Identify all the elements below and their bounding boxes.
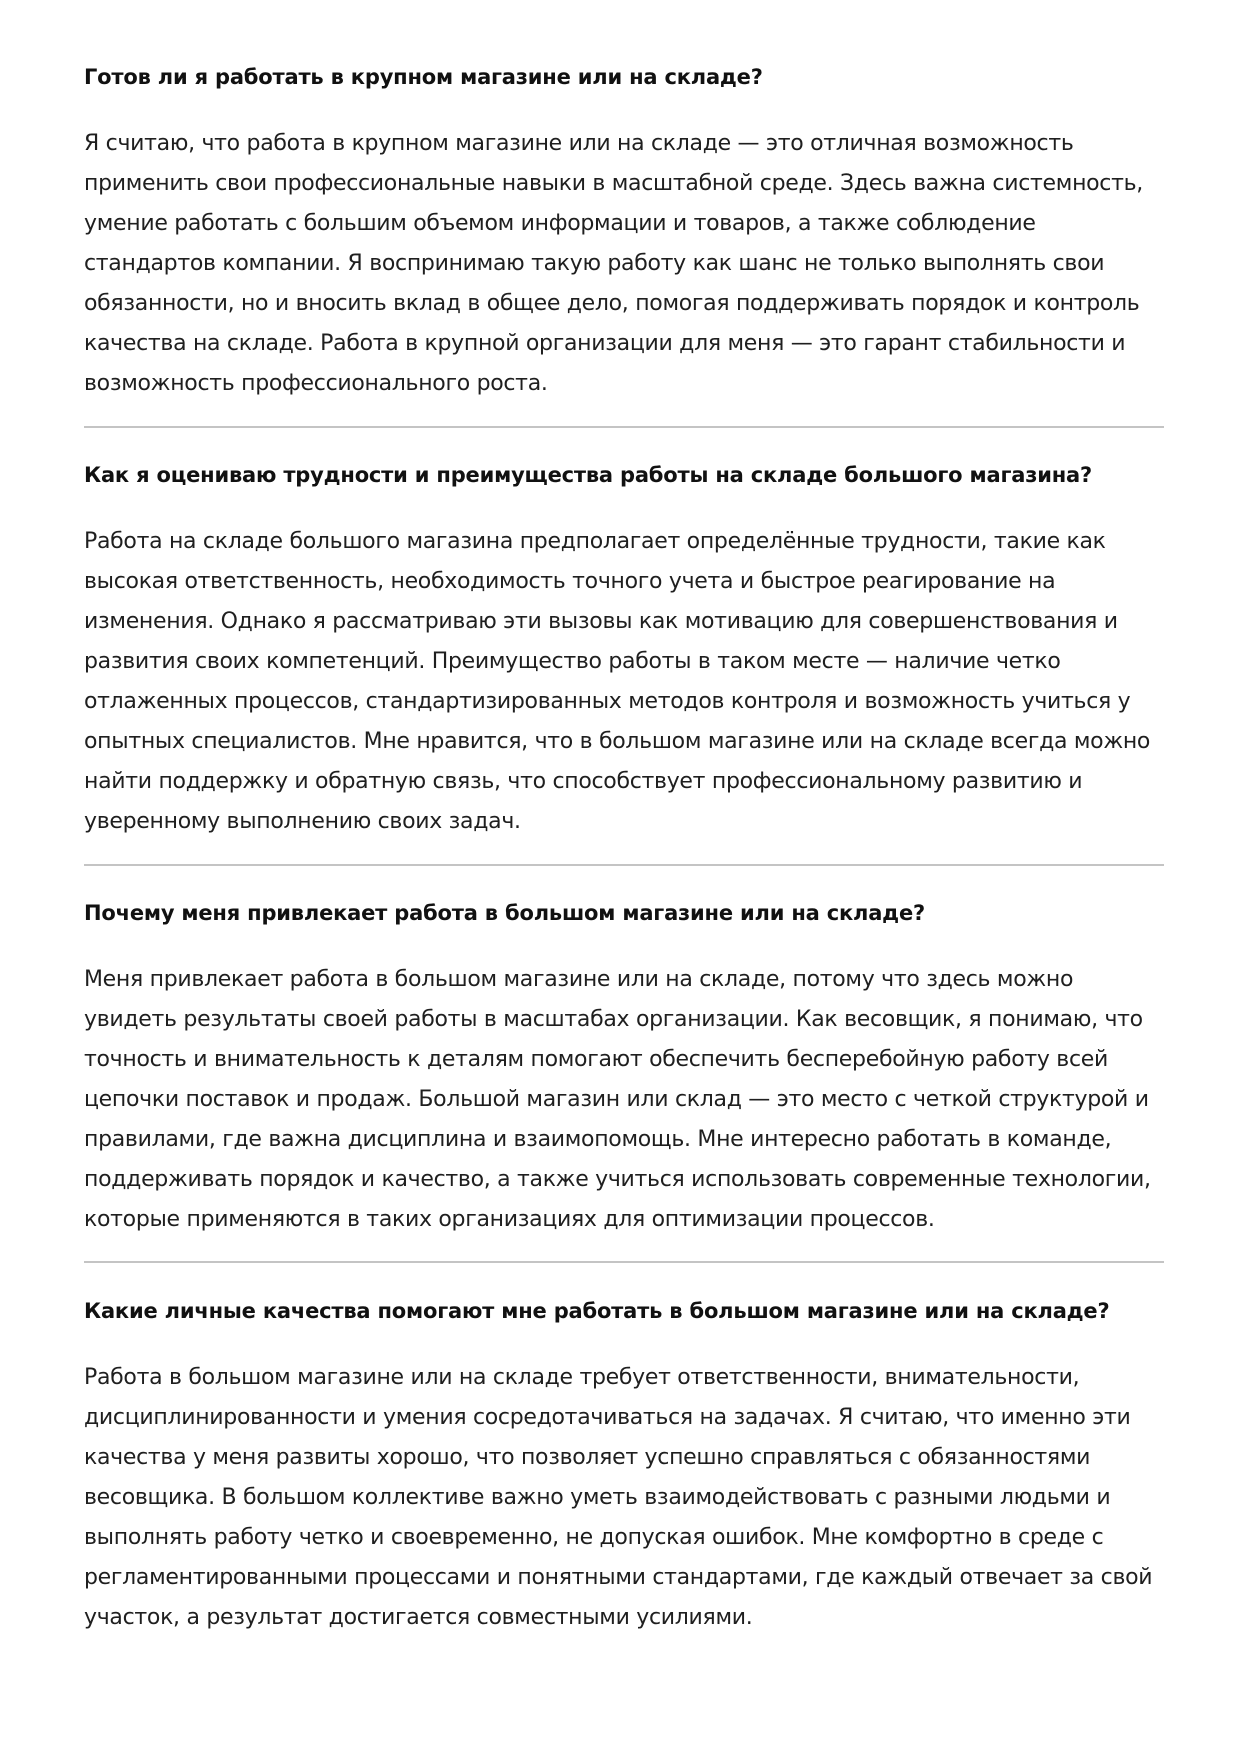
section-ready-to-work xyxy=(84,62,1164,404)
section-body: Работа в большом магазине или на складе требует ответственности, внимательности, дисциплинированности и умения сосредотачиваться на задачах. Я считаю, что именно эти качества у меня развиты хорошо, что позволяет успешно справляться с обязанностями весовщика. В большом коллективе важно уметь взаимодействовать с разными людьми и выполнять работу четко и своевременно, не допуская ошибок. Мне комфортно в среде с регламентированными процессами и понятными стандартами, где каждый отвечает за свой участок, а результат достигается совместными усилиями. xyxy=(84,1365,1153,1630)
section-difficulties-advantages xyxy=(84,460,1164,842)
section-why-attracted xyxy=(84,898,1164,1240)
section-body: Я считаю, что работа в крупном магазине или на складе — это отличная возможность применить свои профессиональные навыки в масштабной среде. Здесь важна системность, умение работать с большим объемом информации и товаров, а также соблюдение стандартов компании. Я воспринимаю такую работу как шанс не только выполнять свои обязанности, но и вносить вклад в общее дело, помогая поддерживать порядок и контроль качества на складе. Работа в крупной организации для меня — это гарант стабильности и возможность профессионального роста. xyxy=(84,131,1143,396)
section-divider xyxy=(84,426,1164,428)
section-personal-qualities xyxy=(84,1296,1164,1638)
section-divider xyxy=(84,864,1164,866)
section-body: Меня привлекает работа в большом магазине или на складе, потому что здесь можно увидеть результаты своей работы в масштабах организации. Как весовщик, я понимаю, что точность и внимательность к деталям помогают обеспечить бесперебойную работу всей цепочки поставок и продаж. Большой магазин или склад — это место с четкой структурой и правилами, где важна дисциплина и взаимопомощь. Мне интересно работать в команде, поддерживать порядок и качество, а также учиться использовать современные технологии, которые применяются в таких организациях для оптимизации процессов. xyxy=(84,967,1151,1232)
section-heading: Почему меня привлекает работа в большом магазине или на складе? xyxy=(84,901,925,925)
section-heading: Какие личные качества помогают мне работать в большом магазине или на складе? xyxy=(84,1299,1110,1323)
section-body: Работа на складе большого магазина предполагает определённые трудности, такие как высокая ответственность, необходимость точного учета и быстрое реагирование на изменения. Однако я рассматриваю эти вызовы как мотивацию для совершенствования и развития своих компетенций. Преимущество работы в таком месте — наличие четко отлаженных процессов, стандартизированных методов контроля и возможность учиться у опытных специалистов. Мне нравится, что в большом магазине или на складе всегда можно найти поддержку и обратную связь, что способствует профессиональному развитию и уверенному выполнению своих задач. xyxy=(84,529,1151,834)
section-heading: Как я оцениваю трудности и преимущества работы на складе большого магазина? xyxy=(84,463,1092,487)
section-heading: Готов ли я работать в крупном магазине или на складе? xyxy=(84,65,763,89)
section-divider xyxy=(84,1261,1164,1263)
